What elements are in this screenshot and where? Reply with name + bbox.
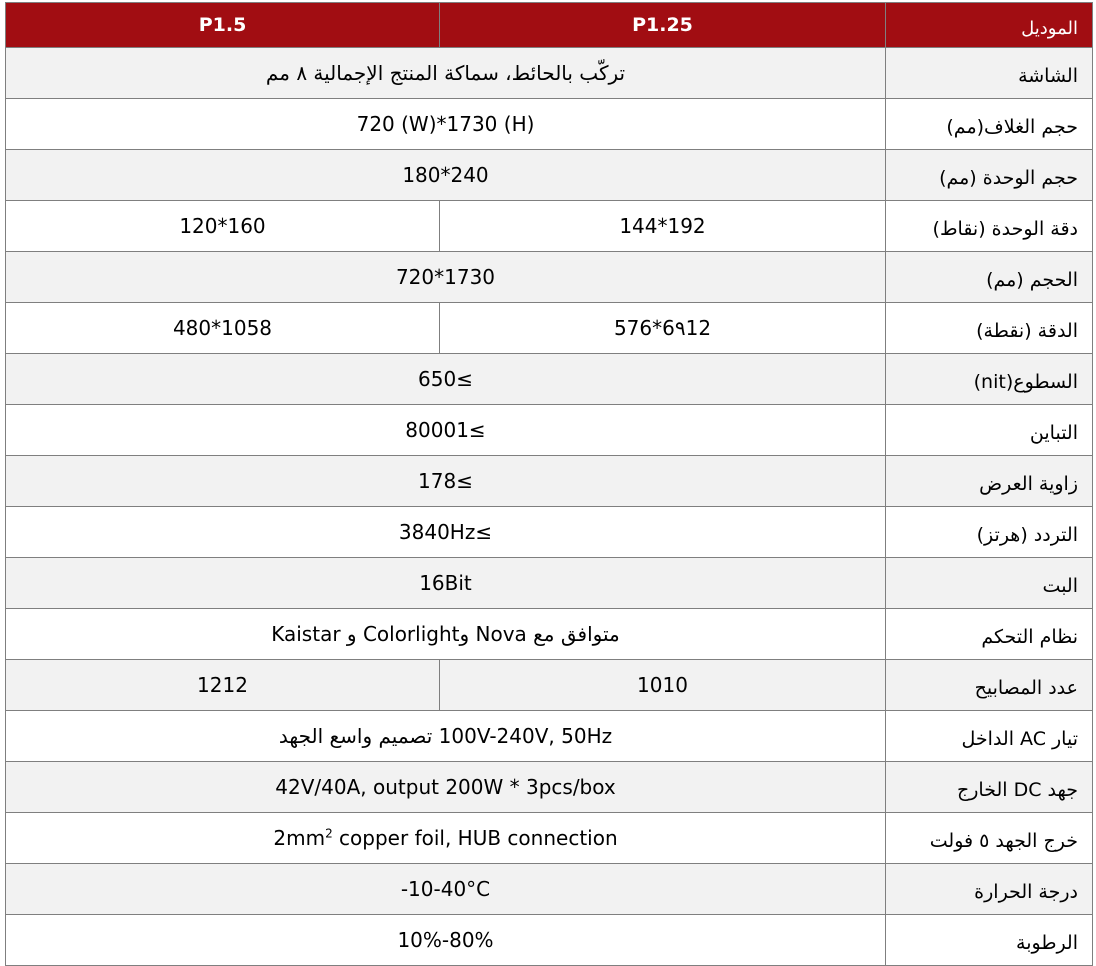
table-row [6, 864, 1093, 915]
header-model-label: الموديل [886, 3, 1093, 48]
spec-label: السطوع(nit) [886, 354, 1093, 405]
spec-label: الحجم (مم) [886, 252, 1093, 303]
value-suffix: copper foil, HUB connection [332, 826, 618, 850]
table-row [6, 507, 1093, 558]
table-row [6, 762, 1093, 813]
spec-label: البت [886, 558, 1093, 609]
table-row [6, 711, 1093, 762]
spec-value: 650≤ [6, 354, 886, 405]
spec-value: 180*240 [6, 150, 886, 201]
spec-value: 42V/40A, output 200W * 3pcs/box [6, 762, 886, 813]
table-row [6, 915, 1093, 966]
spec-value: 80001≤ [6, 405, 886, 456]
spec-value: 3840Hz≤ [6, 507, 886, 558]
table-row [6, 150, 1093, 201]
table-row [6, 303, 1093, 354]
table-row [6, 609, 1093, 660]
table-row [6, 660, 1093, 711]
spec-label: التردد (هرتز) [886, 507, 1093, 558]
spec-label: خرج الجهد ٥ فولت [886, 813, 1093, 864]
spec-label: درجة الحرارة [886, 864, 1093, 915]
spec-value: 16Bit [6, 558, 886, 609]
header-p125: P1.25 [440, 3, 886, 48]
table-row [6, 201, 1093, 252]
spec-value: 100V-240V, 50Hz تصميم واسع الجهد [6, 711, 886, 762]
table-row [6, 354, 1093, 405]
spec-label: زاوية العرض [886, 456, 1093, 507]
spec-label: دقة الوحدة (نقاط) [886, 201, 1093, 252]
spec-value: متوافق مع Nova وColorlight و Kaistar [6, 609, 886, 660]
spec-value: 178≤ [6, 456, 886, 507]
spec-value [6, 813, 886, 864]
table-row [6, 99, 1093, 150]
spec-label: تيار AC الداخل [886, 711, 1093, 762]
spec-label: حجم الغلاف(مم) [886, 99, 1093, 150]
spec-label: نظام التحكم [886, 609, 1093, 660]
table-row [6, 456, 1093, 507]
spec-label: حجم الوحدة (مم) [886, 150, 1093, 201]
table-row [6, 813, 1093, 864]
spec-value: تركّب بالحائط، سماكة المنتج الإجمالية ٨ مم [6, 48, 886, 99]
header-row [6, 3, 1093, 48]
spec-value-p15: 480*1058 [6, 303, 440, 354]
spec-value: 10%-80% [6, 915, 886, 966]
spec-label: عدد المصابيح [886, 660, 1093, 711]
spec-value: -10-40°C [6, 864, 886, 915]
spec-value-p125: 1010 [440, 660, 886, 711]
spec-value-p125: 576*6٩12 [440, 303, 886, 354]
table-row [6, 558, 1093, 609]
table-row [6, 405, 1093, 456]
value-superscript: 2 [325, 826, 333, 841]
spec-label: الشاشة [886, 48, 1093, 99]
spec-value-p125: 144*192 [440, 201, 886, 252]
spec-table [5, 2, 1093, 966]
spec-label: التباين [886, 405, 1093, 456]
spec-label: جهد DC الخارج [886, 762, 1093, 813]
spec-value-p15: 120*160 [6, 201, 440, 252]
value-prefix: 2mm [273, 826, 326, 850]
spec-label: الرطوبة [886, 915, 1093, 966]
table-row [6, 252, 1093, 303]
spec-label: الدقة (نقطة) [886, 303, 1093, 354]
table-row [6, 48, 1093, 99]
spec-value: 720*1730 [6, 252, 886, 303]
spec-value: 720 (W)*1730 (H) [6, 99, 886, 150]
spec-value-p15: 1212 [6, 660, 440, 711]
header-p15: P1.5 [6, 3, 440, 48]
